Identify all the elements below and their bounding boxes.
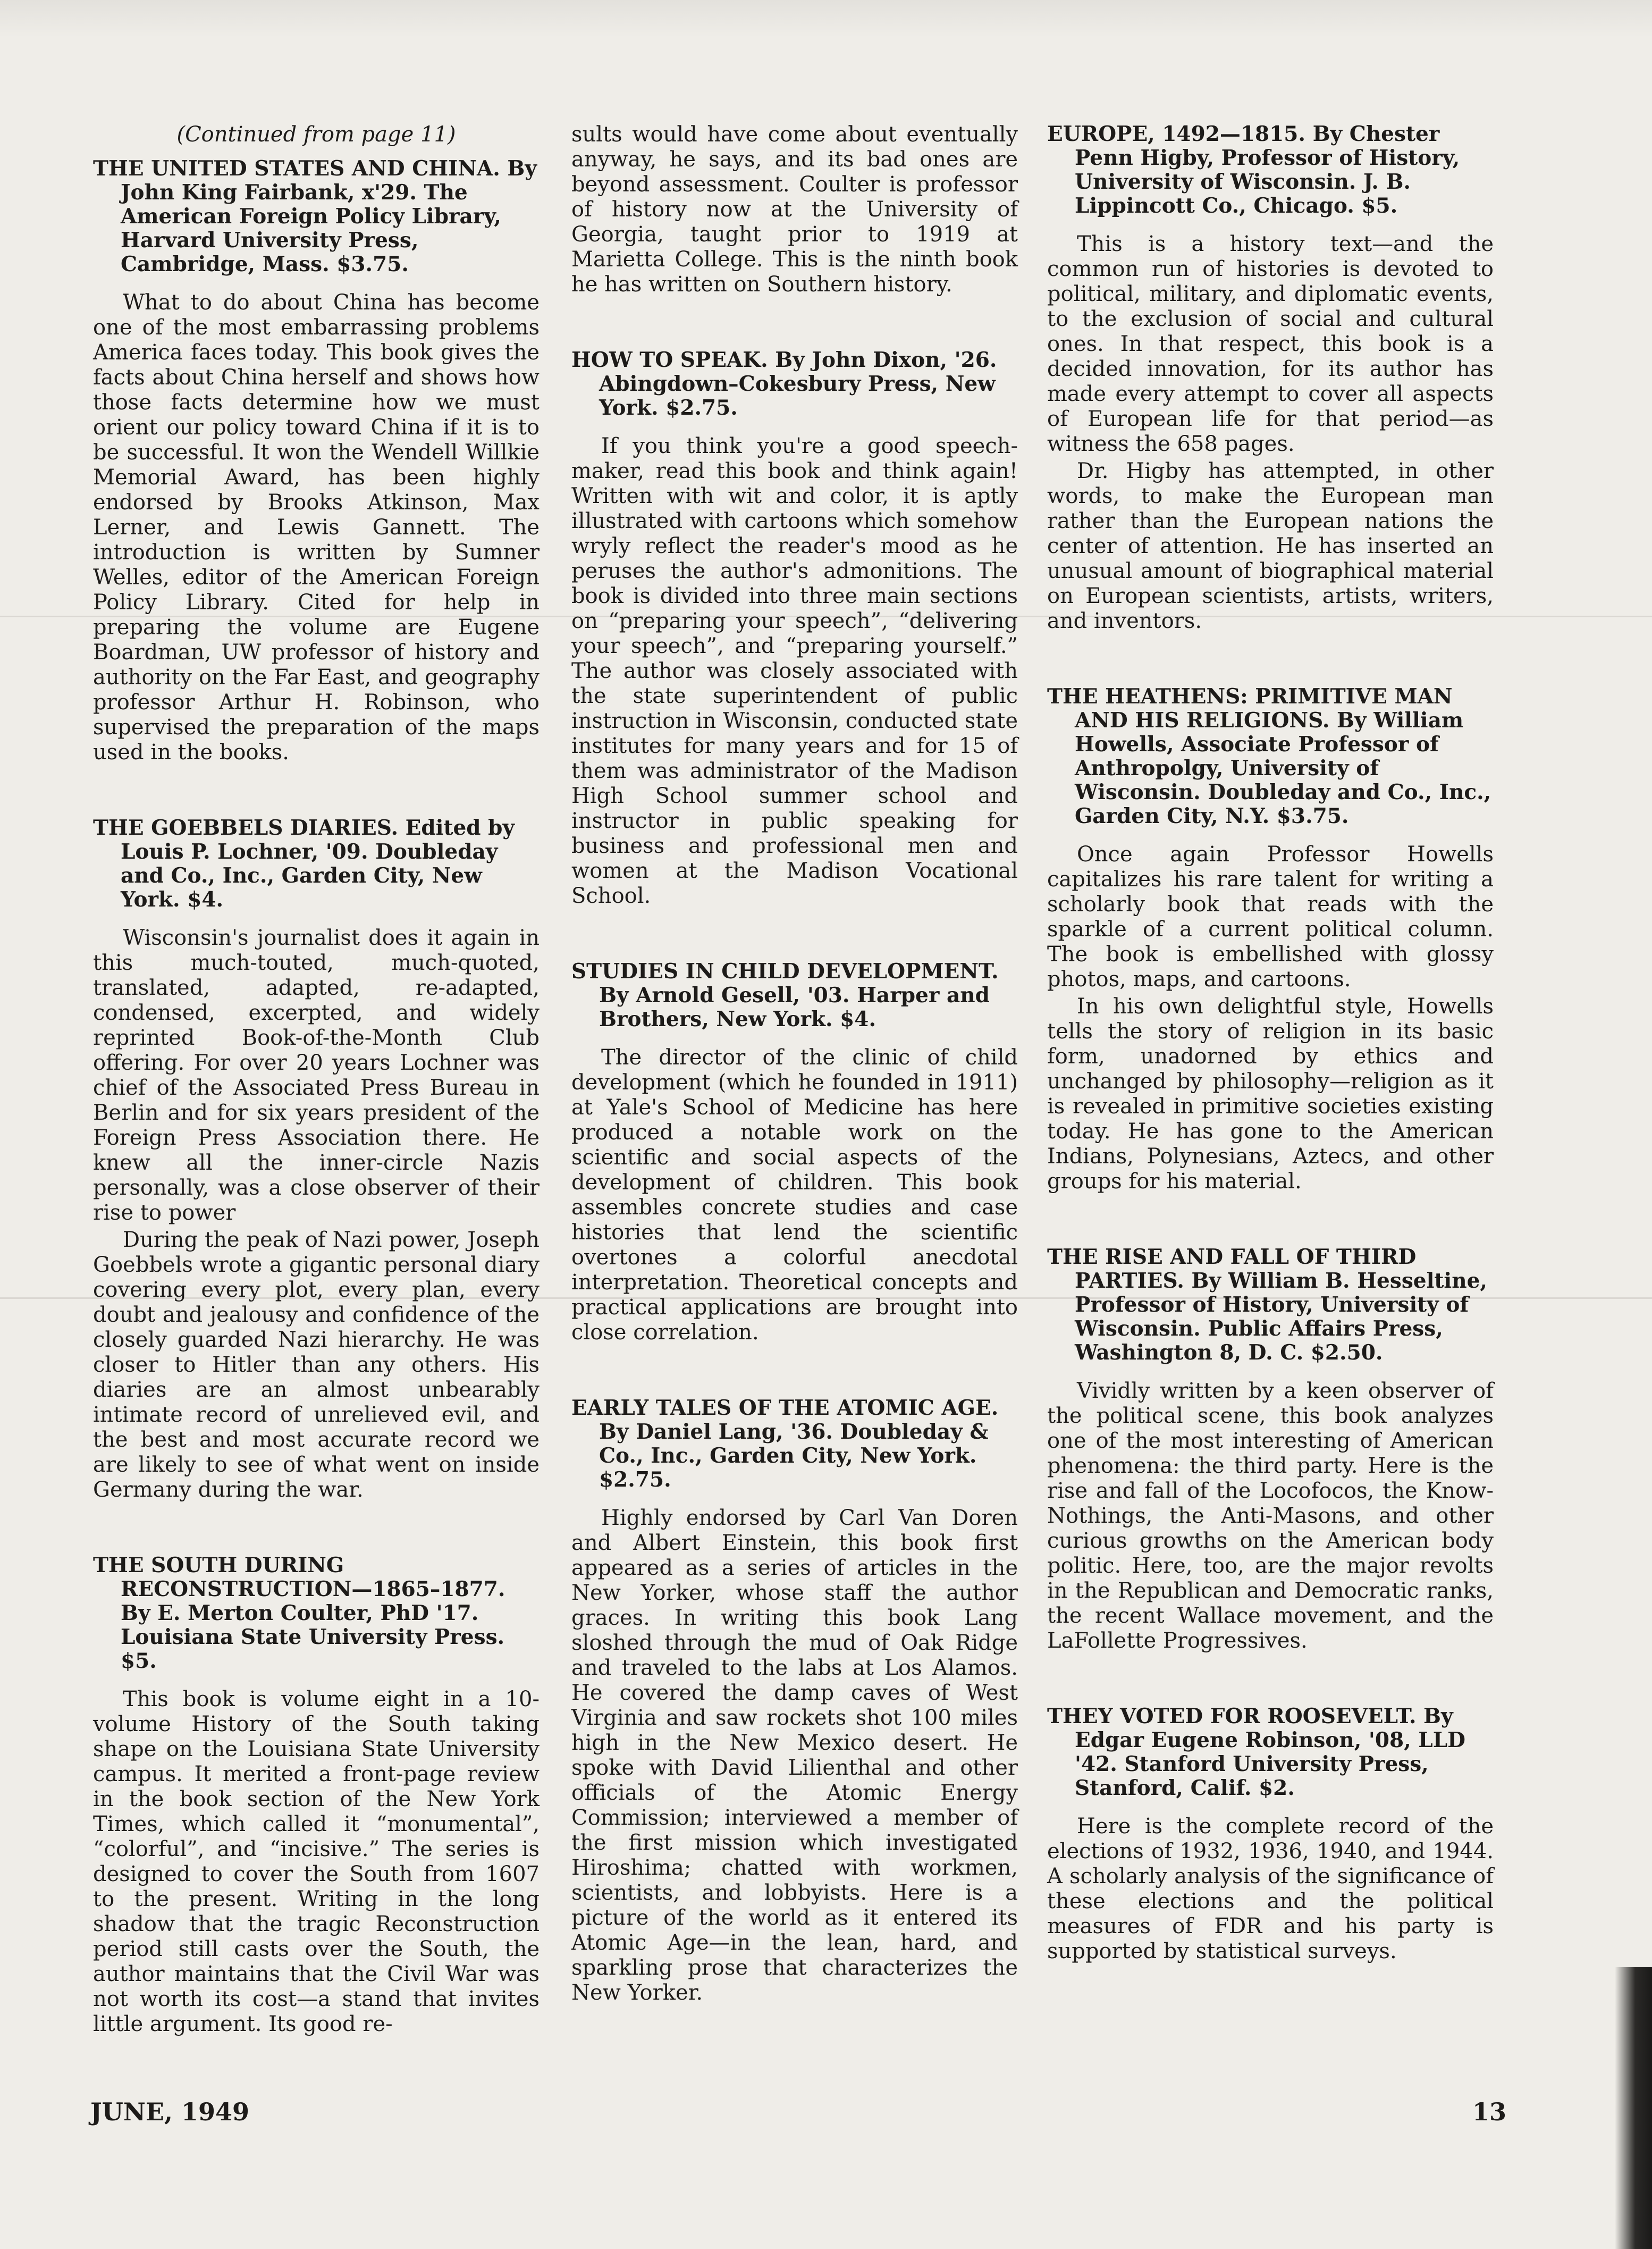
column-middle bbox=[571, 122, 1018, 2057]
review-paragraph: In his own delightful style, Howells tells the story of religion in its basic form, unadorned by ethics and unchanged by philosophy—religion as it is revealed in primitive societies existing today. He has gone to the American Indians, Polynesians, Aztecs, and other groups for his material. bbox=[1047, 994, 1494, 1194]
review-heading: THEY VOTED FOR ROOSEVELT. By Edgar Eugene Robinson, '08, LLD '42. Stanford University Press, Stanford, Calif. $2. bbox=[1047, 1704, 1465, 1800]
review-paragraph: During the peak of Nazi power, Joseph Goebbels wrote a gigantic personal diary covering every plot, every plan, every doubt and jealousy and confidence of the closely guarded Nazi hierarchy. He was closer to Hitler than any others. His diaries are an almost unbearably intimate record of unrelieved evil, and the best and most accurate record we are likely to see of what went on inside Germany during the war. bbox=[93, 1228, 540, 1502]
review-paragraph: Here is the complete record of the elections of 1932, 1936, 1940, and 1944. A scholarly analysis of the significance of these elections and the political measures of FDR and his party is supported by statistical surveys. bbox=[1047, 1814, 1494, 1963]
review-south-reconstruction-continued bbox=[571, 122, 1018, 297]
page-number: 13 bbox=[1472, 2097, 1507, 2126]
continued-note: (Continued from page 11) bbox=[176, 122, 456, 147]
review-atomic-age bbox=[571, 1396, 1018, 2005]
review-paragraph-continued: sults would have come about eventually anyway, he says, and its bad ones are beyond assessment. Coulter is professor of history now at the University of Georgia, taught prior to 1919 at Marietta College. This is the ninth book he has written on Southern history. bbox=[571, 122, 1018, 297]
review-heading: THE UNITED STATES AND CHINA. By John King Fairbank, x'29. The American Foreign Policy Library, Harvard University Press, Cambridge, Mass. $3.75. bbox=[93, 156, 537, 276]
review-paragraph: Dr. Higby has attempted, in other words, to make the European man rather than the European nations the center of attention. He has inserted an unusual amount of biographical material on European scientists, artists, writers, and inventors. bbox=[1047, 459, 1494, 633]
review-paragraph: The director of the clinic of child development (which he founded in 1911) at Yale's School of Medicine has here produced a notable work on the scientific and social aspects of the development of children. This book assembles concrete studies and case histories that lend the scientific overtones a colorful anecdotal interpretation. Theoretical concepts and practical applications are brought into close correlation. bbox=[571, 1045, 1018, 1345]
review-paragraph: Wisconsin's journalist does it again in this much-touted, much-quoted, translated, adapted, re-adapted, condensed, excerpted, and widely reprinted Book-of-the-Month Club offering. For over 20 years Lochner was chief of the Associated Press Bureau in Berlin and for six years president of the Foreign Press Association there. He knew all the inner-circle Nazis personally, was a close observer of their rise to power bbox=[93, 926, 540, 1225]
review-heading: EUROPE, 1492—1815. By Chester Penn Higby, Professor of History, University of Wisconsin. J. B. Lippincott Co., Chicago. $5. bbox=[1047, 122, 1460, 218]
review-heading: HOW TO SPEAK. By John Dixon, '26. Abingdown–Cokesbury Press, New York. $2.75. bbox=[571, 348, 997, 420]
review-heading: EARLY TALES OF THE ATOMIC AGE. By Daniel Lang, '36. Doubleday & Co., Inc., Garden City, New York. $2.75. bbox=[571, 1396, 999, 1492]
review-paragraph: If you think you're a good speech-maker, read this book and think again! Written with wit and color, it is aptly illustrated with cartoons which somehow wryly reflect the reader's mood as he peruses the author's admonitions. The book is divided into three main sections on “preparing your speech”, “delivering your speech”, and “preparing yourself.” The author was closely associated with the state superintendent of public instruction in Wisconsin, conducted state institutes for many years and for 15 of them was administrator of the Madison High School summer school and instructor in public speaking for business and professional men and women at the Madison Vocational School. bbox=[571, 434, 1018, 908]
review-heading: THE SOUTH DURING RECONSTRUCTION—1865–1877. By E. Merton Coulter, PhD '17. Louisiana State University Press. $5. bbox=[93, 1553, 505, 1673]
review-paragraph: Vividly written by a keen observer of the political scene, this book analyzes one of the most interesting of American phenomena: the third party. Here is the rise and fall of the Locofocos, the Know-Nothings, the Anti-Masons, and other curious growths on the American body politic. Here, too, are the major revolts in the Republican and Democratic ranks, the recent Wallace movement, and the LaFollette Progressives. bbox=[1047, 1379, 1494, 1653]
column-right bbox=[1047, 122, 1494, 2015]
review-heading: THE GOEBBELS DIARIES. Edited by Louis P. Lochner, '09. Doubleday and Co., Inc., Garden City, New York. $4. bbox=[93, 816, 515, 912]
review-goebbels-diaries bbox=[93, 816, 540, 1503]
review-paragraph: This is a history text—and the common run of histories is devoted to political, military, and diplomatic events, to the exclusion of social and cultural ones. In that respect, this book is a decided innovation, for its author has made every attempt to cover all aspects of European life for that period—as witness the 658 pages. bbox=[1047, 232, 1494, 456]
review-united-states-china bbox=[93, 157, 540, 765]
review-how-to-speak bbox=[571, 348, 1018, 909]
review-heading: THE HEATHENS: PRIMITIVE MAN AND HIS RELIGIONS. By William Howells, Associate Professor of Anthropolgy, University of Wisconsin. Doubleday and Co., Inc., Garden City, N.Y. $3.75. bbox=[1047, 684, 1491, 828]
review-paragraph: Once again Professor Howells capitalizes his rare talent for writing a scholarly book that reads with the sparkle of a current political column. The book is embellished with glossy photos, maps, and cartoons. bbox=[1047, 842, 1494, 992]
review-voted-for-roosevelt bbox=[1047, 1705, 1494, 1964]
review-heathens bbox=[1047, 685, 1494, 1194]
review-heading: THE RISE AND FALL OF THIRD PARTIES. By William B. Hesseltine, Professor of History, University of Wisconsin. Public Affairs Press, Washington 8, D. C. $2.50. bbox=[1047, 1245, 1487, 1365]
review-paragraph: This book is volume eight in a 10-volume History of the South taking shape on the Louisiana State University campus. It merited a front-page review in the book section of the New York Times, which called it “monumental”, “colorful”, and “incisive.” The series is designed to cover the South from 1607 to the present. Writing in the long shadow that the tragic Reconstruction period still casts over the South, the author maintains that the Civil War was not worth its cost—a stand that invites little argument. Its good re- bbox=[93, 1687, 540, 2036]
review-south-reconstruction bbox=[93, 1554, 540, 2037]
review-third-parties bbox=[1047, 1245, 1494, 1654]
review-child-development bbox=[571, 960, 1018, 1345]
review-europe bbox=[1047, 122, 1494, 634]
review-heading: STUDIES IN CHILD DEVELOPMENT. By Arnold Gesell, '03. Harper and Brothers, New York. $4. bbox=[571, 959, 999, 1031]
review-paragraph: Highly endorsed by Carl Van Doren and Albert Einstein, this book first appeared as a series of articles in the New Yorker, whose staff the author graces. In writing this book Lang sloshed through the mud of Oak Ridge and traveled to the labs at Los Alamos. He covered the damp caves of West Virginia and saw rockets shot 100 miles high in the New Mexico desert. He spoke with David Lilienthal and other officials of the Atomic Energy Commission; interviewed a member of the first mission which investigated Hiroshima; chatted with workmen, scientists, and lobbyists. Here is a picture of the world as it entered its Atomic Age—in the lean, hard, and sparkling prose that characterizes the New Yorker. bbox=[571, 1506, 1018, 2005]
review-paragraph: What to do about China has become one of the most embarrassing problems America faces today. This book gives the facts about China herself and shows how those facts determine how we must orient our policy toward China if it is to be successful. It won the Wendell Willkie Memorial Award, has been highly endorsed by Brooks Atkinson, Max Lerner, and Lewis Gannett. The introduction is written by Sumner Welles, editor of the American Foreign Policy Library. Cited for help in preparing the volume are Eugene Boardman, UW professor of history and authority on the Far East, and geography professor Arthur H. Robinson, who supervised the preparation of the maps used in the books. bbox=[93, 290, 540, 765]
page-top-shadow bbox=[0, 0, 1652, 37]
page-edge-shadow bbox=[1615, 1967, 1652, 2249]
column-left bbox=[93, 122, 540, 2088]
footer-date: JUNE, 1949 bbox=[90, 2097, 250, 2126]
